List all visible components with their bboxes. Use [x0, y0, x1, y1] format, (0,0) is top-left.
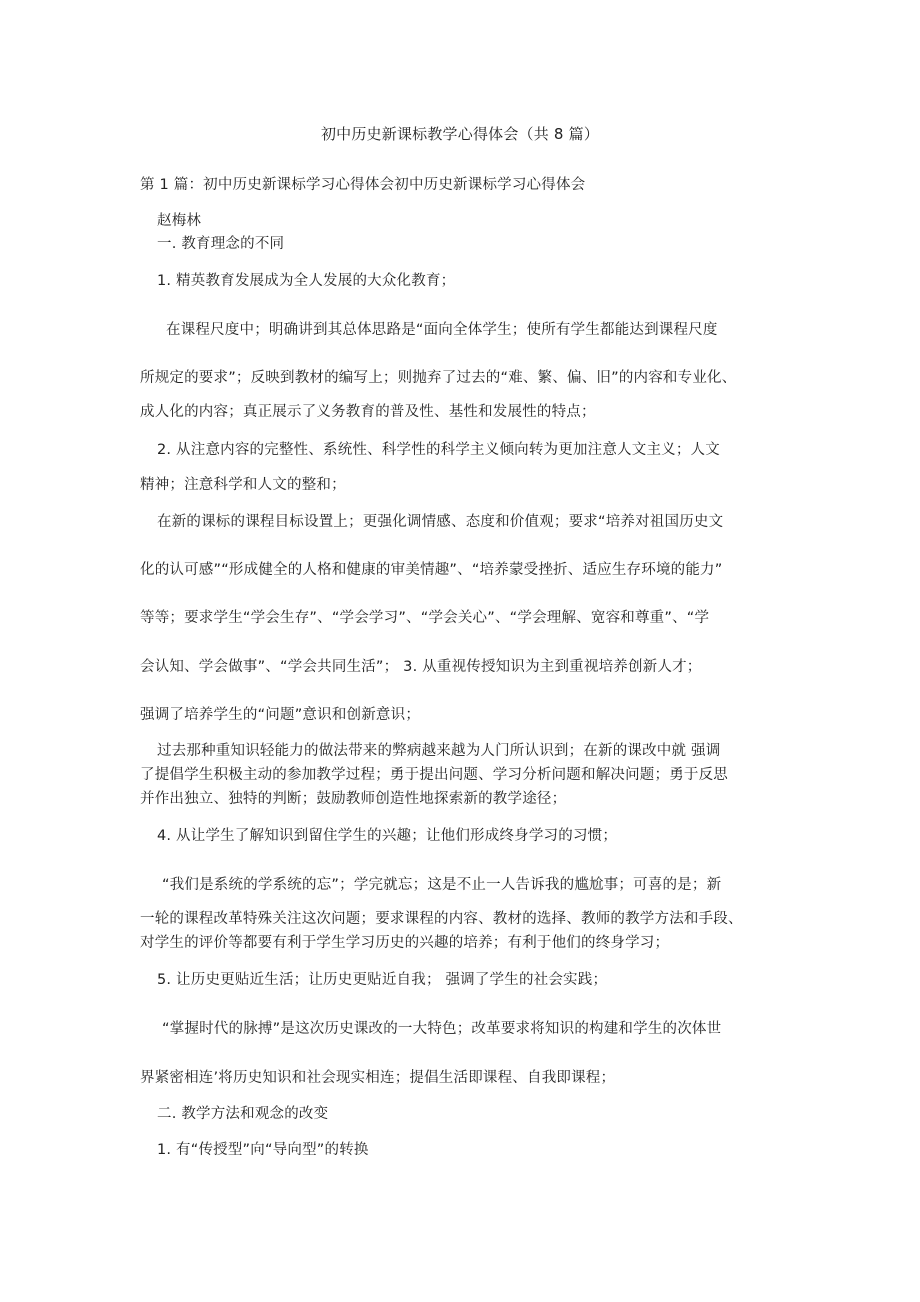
paragraph-line: 对学生的评价等都要有利于学生学习历史的兴趣的培养；有利于他们的终身学习；: [140, 935, 670, 951]
paragraph-line: 成人化的内容；真正展示了义务教育的普及性、基性和发展性的特点；: [140, 404, 596, 420]
paragraph-line: 了提倡学生积极主动的参加教学过程；勇于提出问题、学习分析问题和解决问题；勇于反思: [140, 767, 728, 783]
paragraph-line: 在课程尺度中；明确讲到其总体思路是“面向全体学生；使所有学生都能达到课程尺度: [166, 322, 718, 338]
paragraph-line: 一轮的课程改革特殊关注这次问题；要求课程的内容、教材的选择、教师的教学方法和手段、: [140, 911, 743, 927]
paragraph-line: 会认知、学会做事”、“学会共同生活”； 3. 从重视传授知识为主到重视培养创新人才；: [140, 659, 702, 675]
point-heading-2-1: 1. 有“传授型”向“导向型”的转换: [157, 1142, 369, 1158]
paragraph-line: 过去那种重知识轻能力的做法带来的弊病越来越为人门所认识到；在新的课改中就 强调: [157, 743, 721, 759]
paragraph-line: “掌握时代的脉搏”是这次历史课改的一大特色；改革要求将知识的构建和学生的次体世: [162, 1021, 722, 1037]
author-name: 赵梅林: [157, 213, 202, 229]
point-heading-5: 5. 让历史更贴近生活；让历史更贴近自我； 强调了学生的社会实践；: [157, 972, 608, 988]
paragraph-line: 所规定的要求”；反映到教材的编写上；则抛弃了过去的“难、繁、偏、旧”的内容和专业化、: [140, 370, 737, 386]
paragraph-line: 界紧密相连’将历史知识和社会现实相连；提倡生活即课程、自我即课程；: [140, 1070, 616, 1086]
point-heading-2: 2. 从注意内容的完整性、系统性、科学性的科学主义倾向转为更加注意人文主义；人文: [157, 442, 720, 458]
point-heading-1: 1. 精英教育发展成为全人发展的大众化教育；: [157, 273, 456, 289]
paragraph-line: 化的认可感”“形成健全的人格和健康的审美情趣”、“培养蒙受挫折、适应生存环境的能力”: [140, 562, 723, 578]
section-heading-1: 一. 教育理念的不同: [157, 236, 285, 252]
paragraph-line: 并作出独立、独特的判断；鼓励教师创造性地探索新的教学途径；: [140, 791, 567, 807]
document-title: 初中历史新课标教学心得体会（共 8 篇）: [320, 125, 600, 143]
paragraph-line: “我们是系统的学系统的忘”；学完就忘；这是不止一人告诉我的尴尬事；可喜的是；新: [162, 877, 722, 893]
paragraph-line: 在新的课标的课程目标设置上；更强化调情感、态度和价值观；要求“培养对祖国历史文: [157, 514, 724, 530]
paragraph-line: 等等；要求学生“学会生存”、“学会学习”、“学会关心”、“学会理解、宽容和尊重”、“学: [140, 610, 710, 626]
paragraph-line: 精神；注意科学和人文的整和；: [140, 477, 346, 493]
chapter-heading: 第 1 篇：初中历史新课标学习心得体会初中历史新课标学习心得体会: [140, 177, 586, 193]
paragraph-line: 强调了培养学生的“问题”意识和创新意识；: [140, 707, 421, 723]
section-heading-2: 二. 教学方法和观念的改变: [157, 1106, 329, 1122]
point-heading-4: 4. 从让学生了解知识到留住学生的兴趣；让他们形成终身学习的习惯；: [157, 828, 618, 844]
